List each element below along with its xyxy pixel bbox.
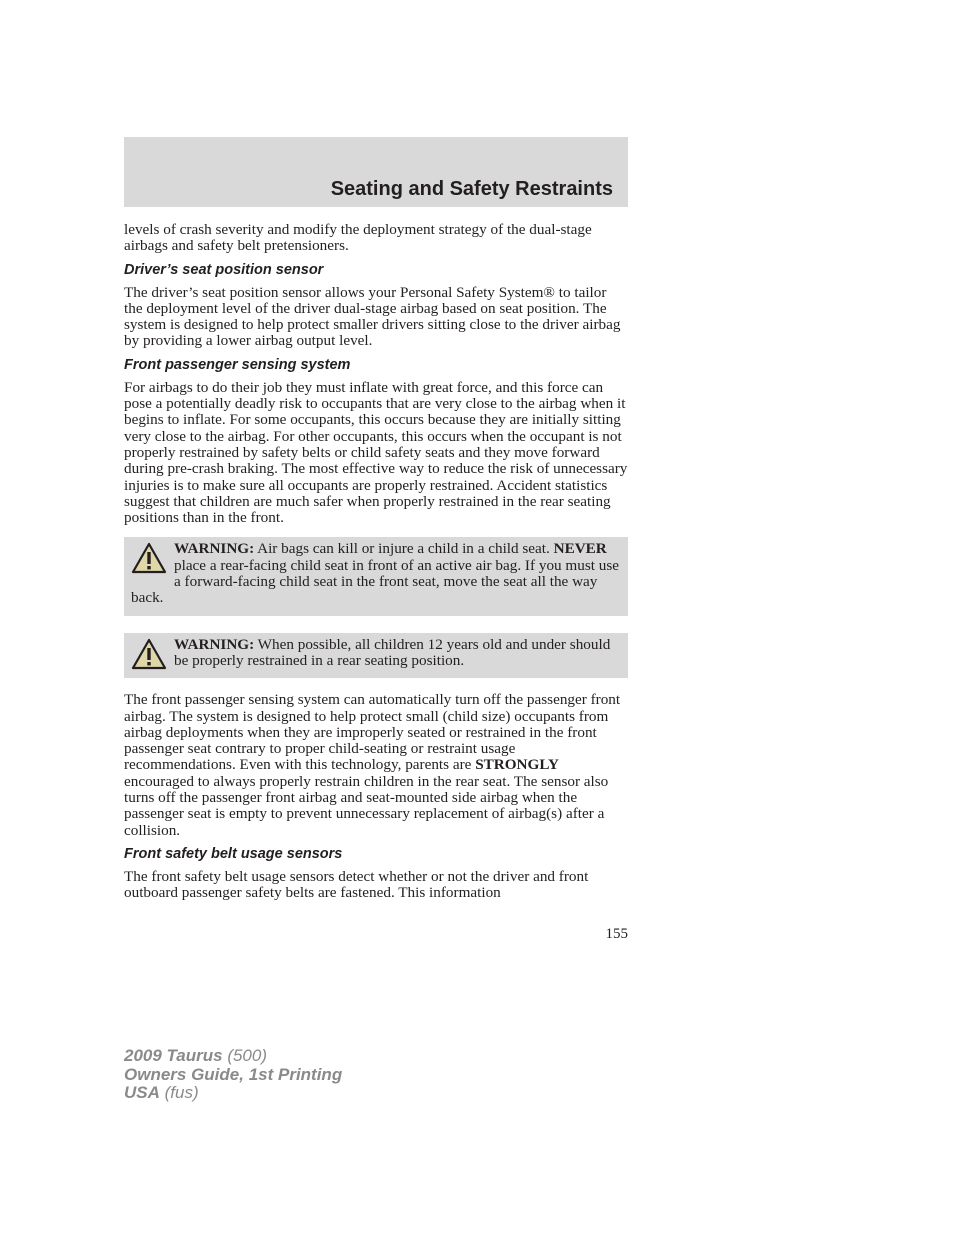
- paragraph-driver-seat-position: The driver’s seat position sensor allows your Personal Safety System® to tailor the deployment level of the driver dual-stage airbag based on seat position. The system is designed to help protect smaller drivers sitting close to the driver airbag by providing a lower airbag output level.: [124, 283, 621, 350]
- footer-guide: Owners Guide, 1st Printing: [124, 1064, 343, 1084]
- warning-emphasis-never: NEVER: [553, 540, 607, 558]
- heading-driver-seat-position-sensor: Driver’s seat position sensor: [124, 261, 324, 278]
- warning-box-children-rear-seat: [124, 633, 628, 679]
- warning-label: WARNING:: [174, 635, 255, 653]
- warning-label: WARNING:: [174, 540, 255, 558]
- footer-model: 2009 Taurus: [124, 1046, 223, 1065]
- page-number: 155: [605, 926, 628, 942]
- emphasis-strongly: STRONGLY: [475, 756, 560, 774]
- heading-front-safety-belt-sensors: Front safety belt usage sensors: [124, 845, 343, 862]
- footer-line-guide: [124, 1066, 342, 1085]
- page-content: [124, 222, 628, 902]
- footer-line-market: [124, 1084, 342, 1103]
- footer-market-code: (fus): [159, 1083, 199, 1102]
- warning-triangle-icon: [131, 638, 167, 670]
- warning-text-part2: place a rear-facing child seat in front of an active air bag. If you must use a forward-facing child seat in the front seat, move the seat all the way back.: [131, 556, 620, 607]
- warning-text-part1: Air bags can kill or injure a child in a child seat.: [254, 540, 554, 558]
- paragraph-front-safety-belt-sensors: The front safety belt usage sensors detect whether or not the driver and front outboard passenger safety belts are fastened. This information: [124, 867, 589, 902]
- warning-triangle-icon: [131, 542, 167, 574]
- footer-market: USA: [124, 1083, 160, 1102]
- document-footer: [124, 1047, 342, 1103]
- sensing-text-part2: encouraged to always properly restrain children in the rear seat. The sensor also turns off the passenger front airbag and seat-mounted side airbag when the passenger seat is empty to prevent unnecessary replacement of airbag(s) after a collision.: [124, 772, 609, 839]
- sensing-text-part1: The front passenger sensing system can automatically turn off the passenger front airbag. The system is designed to help protect small (child size) occupants from airbag deployments when they are improperly seated or restrained in the front passenger seat contrary to proper child-seating or restraint usage recommendations. Even with this technology, parents are: [124, 691, 621, 774]
- heading-front-passenger-sensing: Front passenger sensing system: [124, 356, 351, 373]
- section-title: Seating and Safety Restraints: [330, 178, 613, 200]
- section-header-band: [124, 137, 628, 207]
- warning-text: When possible, all children 12 years old and under should be properly restrained in a rear seating position.: [174, 635, 611, 669]
- intro-paragraph: levels of crash severity and modify the deployment strategy of the dual-stage airbags and safety belt pretensioners.: [124, 221, 592, 255]
- warning-box-child-seat: [124, 537, 628, 615]
- footer-model-code: (500): [222, 1046, 268, 1065]
- paragraph-sensing-system-turn-off: [124, 692, 628, 839]
- footer-line-model: [124, 1047, 342, 1066]
- paragraph-front-passenger-sensing: For airbags to do their job they must inflate with great force, and this force can pose a potentially deadly risk to occupants that are very close to the airbag when it begins to inflate. For some occupants, this occurs because they are initially sitting very close to the airbag. For other occupants, this occurs when the occupant is not properly restrained by safety belts or child safety seats and they move forward during pre-crash braking. The most effective way to reduce the risk of unnecessary injuries is to make sure all occupants are properly restrained. Accident statistics suggest that children are much safer when properly restrained in the rear seating positions than in the front.: [124, 378, 628, 527]
